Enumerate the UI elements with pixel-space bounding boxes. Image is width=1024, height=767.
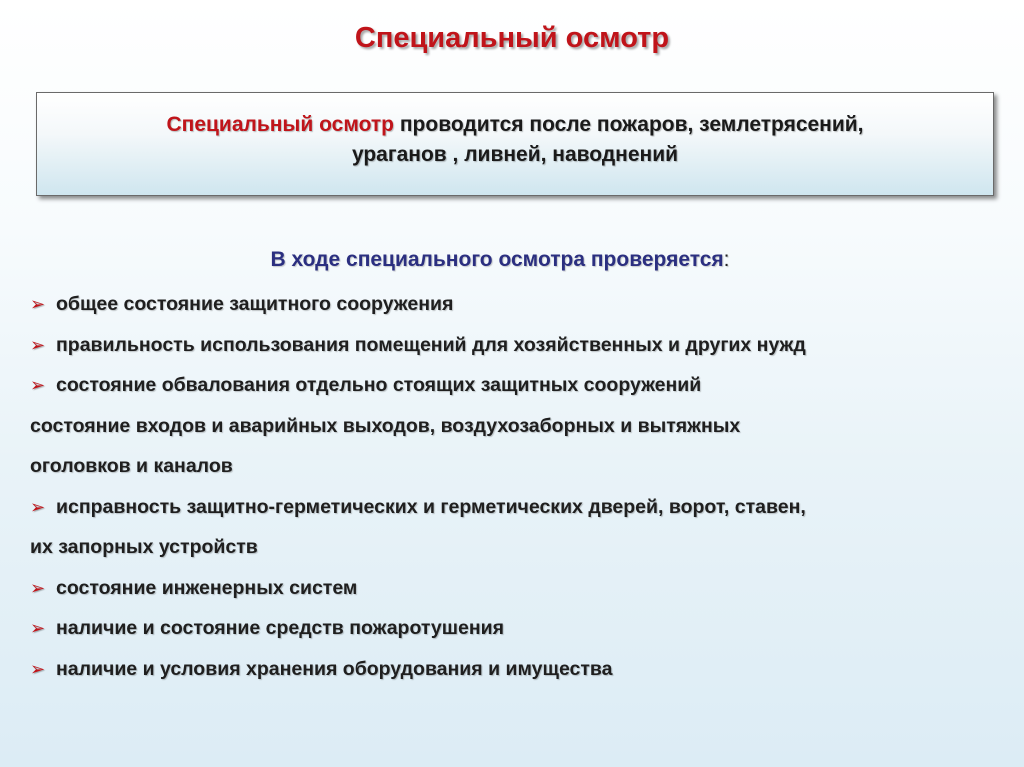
arrow-bullet-icon: ➢ [30, 334, 46, 355]
list-item-text: исправность защитно-герметических и герметических дверей, ворот, ставен, [56, 495, 806, 518]
list-item-text: наличие и состояние средств пожаротушения [56, 617, 504, 639]
definition-line-1 [37, 110, 993, 140]
list-item-text: состояние обвалования отдельно стоящих защитных сооружений [56, 374, 702, 396]
list-item [30, 325, 990, 366]
list-item [30, 649, 990, 690]
definition-text: проводится после пожаров, землетрясений, [394, 113, 864, 136]
list-item [30, 365, 990, 406]
list-continuation: их запорных устройств [30, 536, 258, 558]
checklist [30, 284, 990, 689]
arrow-bullet-icon: ➢ [30, 658, 46, 679]
slide-title: Специальный осмотр [354, 22, 670, 54]
checklist-heading-text: В ходе специального осмотра проверяется [270, 248, 724, 271]
list-continuation: состояние входов и аварийных выходов, воздухозаборных и вытяжных [30, 414, 741, 437]
list-item-text: наличие и условия хранения оборудования и имущества [56, 657, 613, 680]
arrow-bullet-icon: ➢ [30, 375, 46, 395]
heading-colon: : [723, 248, 730, 271]
arrow-bullet-icon: ➢ [30, 577, 46, 598]
list-continuation: оголовков и каналов [30, 455, 233, 477]
list-item-text: состояние инженерных систем [56, 576, 358, 599]
definition-term: Специальный осмотр [166, 113, 395, 136]
arrow-bullet-icon: ➢ [30, 294, 46, 314]
checklist-heading [0, 248, 1000, 272]
arrow-bullet-icon: ➢ [30, 496, 46, 517]
definition-line-2: ураганов , ливней, наводнений [351, 143, 679, 166]
list-item-text: общее состояние защитного сооружения [56, 293, 454, 315]
list-item [30, 284, 990, 325]
list-item-text: правильность использования помещений для хозяйственных и других нужд [56, 333, 806, 356]
definition-box [36, 92, 994, 196]
list-item [30, 608, 990, 649]
arrow-bullet-icon: ➢ [30, 618, 46, 638]
list-item [30, 487, 990, 528]
list-item [30, 568, 990, 609]
